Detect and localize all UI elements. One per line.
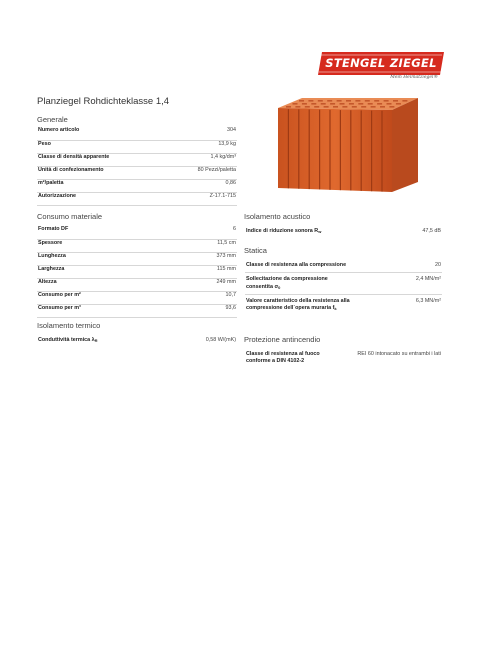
- row-label: Peso: [37, 140, 166, 153]
- row-value: 80 Pezzi/paletta: [166, 166, 237, 179]
- brick-hole: [318, 100, 323, 102]
- row-label: Classe di resistenza al fuoco conforme a DIN 4102-2: [246, 351, 320, 365]
- brick-hole: [365, 100, 370, 102]
- row-label: [245, 228, 401, 241]
- row-value: 20: [352, 262, 442, 273]
- table-row: [245, 262, 442, 273]
- section-heading-consumo: Consumo materiale: [37, 212, 103, 221]
- brick-hole: [342, 106, 347, 108]
- brick-hole: [402, 100, 407, 102]
- brick-hole: [305, 106, 310, 108]
- row-label-text: Valore caratteristico della resistenza alla compressione dell´opera muraria f: [246, 297, 350, 312]
- row-value: 10,7: [172, 291, 237, 304]
- product-image: [274, 96, 422, 196]
- brick-hole: [340, 103, 345, 105]
- row-value: 1,4 kg/dm³: [166, 153, 237, 166]
- row-label: m²/paletta: [37, 179, 166, 192]
- brick-hole: [361, 106, 366, 108]
- table-row: [37, 291, 237, 304]
- brick-hole: [380, 106, 385, 108]
- brick-hole: [393, 100, 398, 102]
- row-label: Classe di densità apparente: [37, 153, 166, 166]
- row-value: 93,6: [172, 304, 237, 317]
- brick-hole: [311, 103, 316, 105]
- brick-hole: [384, 100, 389, 102]
- row-value: 6,3 MN/m²: [415, 297, 441, 304]
- row-label: [245, 273, 352, 295]
- table-row: [245, 273, 442, 295]
- table-statica: [245, 262, 442, 315]
- section-heading-termico: Isolamento termico: [37, 321, 101, 330]
- row-value: 6: [172, 226, 237, 239]
- table-termico: [37, 337, 237, 350]
- brick-hole: [286, 106, 291, 108]
- section-heading-generale: Generale: [37, 115, 68, 124]
- section-heading-fuoco: Protezione antincendio: [244, 335, 321, 344]
- row-label-subscript: k: [334, 306, 337, 312]
- row-label: Larghezza: [37, 265, 172, 278]
- row-value: 249 mm: [172, 278, 237, 291]
- table-row: [37, 239, 237, 252]
- section-heading-acustico: Isolamento acustico: [244, 212, 311, 221]
- row-label: Consumo per m²: [37, 291, 172, 304]
- brick-hole: [358, 103, 363, 105]
- table-row: [245, 228, 442, 241]
- row-label: Classe di resistenza alla compressione: [245, 262, 352, 273]
- row-label-subscript: w: [318, 229, 322, 234]
- table-row: [37, 304, 237, 317]
- row-label: Unità di confezionamento: [37, 166, 166, 179]
- section-heading-statica: Statica: [244, 246, 267, 255]
- row-value: 373 mm: [172, 252, 237, 265]
- table-row: [37, 127, 237, 140]
- page-title: Planziegel Rohdichteklasse 1,4: [37, 96, 170, 107]
- table-acustico: [245, 228, 442, 241]
- row-label-subscript: R: [94, 338, 98, 343]
- row-label: Spessore: [37, 239, 172, 252]
- brick-hole: [377, 103, 382, 105]
- brick-hole: [308, 100, 313, 102]
- brick-hole: [346, 100, 351, 102]
- brick-hole: [374, 100, 379, 102]
- row-label-text: Indice di riduzione sonora R: [246, 228, 319, 234]
- row-value: REI 60 intonacato su entrambi i lati: [357, 351, 441, 357]
- table-row: [245, 351, 442, 366]
- row-label: Autorizzazione: [37, 192, 166, 205]
- table-generale: [37, 127, 237, 206]
- brick-hole: [396, 103, 401, 105]
- row-label: Lunghezza: [37, 252, 172, 265]
- brick-hole: [368, 103, 373, 105]
- row-value: 304: [166, 127, 237, 140]
- table-row: [37, 252, 237, 265]
- brick-hole: [321, 103, 326, 105]
- row-value: Z-17.1-715: [166, 192, 237, 205]
- brick-hole: [327, 100, 332, 102]
- table-row: [37, 278, 237, 291]
- brick-hole: [371, 106, 376, 108]
- row-label: Formato DF: [37, 226, 172, 239]
- table-row: [37, 226, 237, 239]
- table-consumo: [37, 226, 237, 318]
- brick-hole: [302, 103, 307, 105]
- row-value: 2,4 MN/m²: [352, 273, 442, 295]
- table-row: [37, 140, 237, 153]
- row-label: Consumo per m³: [37, 304, 172, 317]
- brick-hole: [333, 106, 338, 108]
- row-label-text: Sollecitazione da compressione consentita σ: [246, 276, 328, 290]
- brick-hole: [324, 106, 329, 108]
- brand-tagline: Mein Heimatziegel®: [390, 75, 438, 80]
- brick-hole: [387, 103, 392, 105]
- row-value: 115 mm: [172, 265, 237, 278]
- brick-hole: [330, 103, 335, 105]
- table-fuoco: [245, 351, 442, 366]
- brick-hole: [337, 100, 342, 102]
- row-label: [245, 294, 352, 315]
- row-value: 0,58 W/(mK): [205, 337, 236, 343]
- table-row: [37, 166, 237, 179]
- brick-hole: [389, 106, 394, 108]
- row-label: [37, 337, 168, 350]
- table-row: [37, 265, 237, 278]
- row-label: Altezza: [37, 278, 172, 291]
- row-value: 13,9 kg: [166, 140, 237, 153]
- row-value: 0,86: [166, 179, 237, 192]
- brick-hole: [349, 103, 354, 105]
- table-row: [37, 337, 237, 350]
- brick-hole: [295, 106, 300, 108]
- table-row: [37, 153, 237, 166]
- brick-illustration: [274, 96, 422, 196]
- row-label: Numero articolo: [37, 127, 166, 140]
- brick-hole: [352, 106, 357, 108]
- brand-logo: [318, 52, 444, 84]
- brand-name: STENGEL ZIEGEL: [325, 56, 437, 70]
- brick-hole: [355, 100, 360, 102]
- table-row: [245, 294, 442, 315]
- brick-hole: [293, 103, 298, 105]
- row-label-subscript: 0: [278, 284, 281, 290]
- brick-hole: [299, 100, 304, 102]
- row-value: 47,5 dB: [422, 228, 441, 234]
- brick-hole: [314, 106, 319, 108]
- table-row: [37, 192, 237, 205]
- row-label-text: Conduttività termica λ: [38, 337, 95, 343]
- row-value: 11,5 cm: [172, 239, 237, 252]
- table-row: [37, 179, 237, 192]
